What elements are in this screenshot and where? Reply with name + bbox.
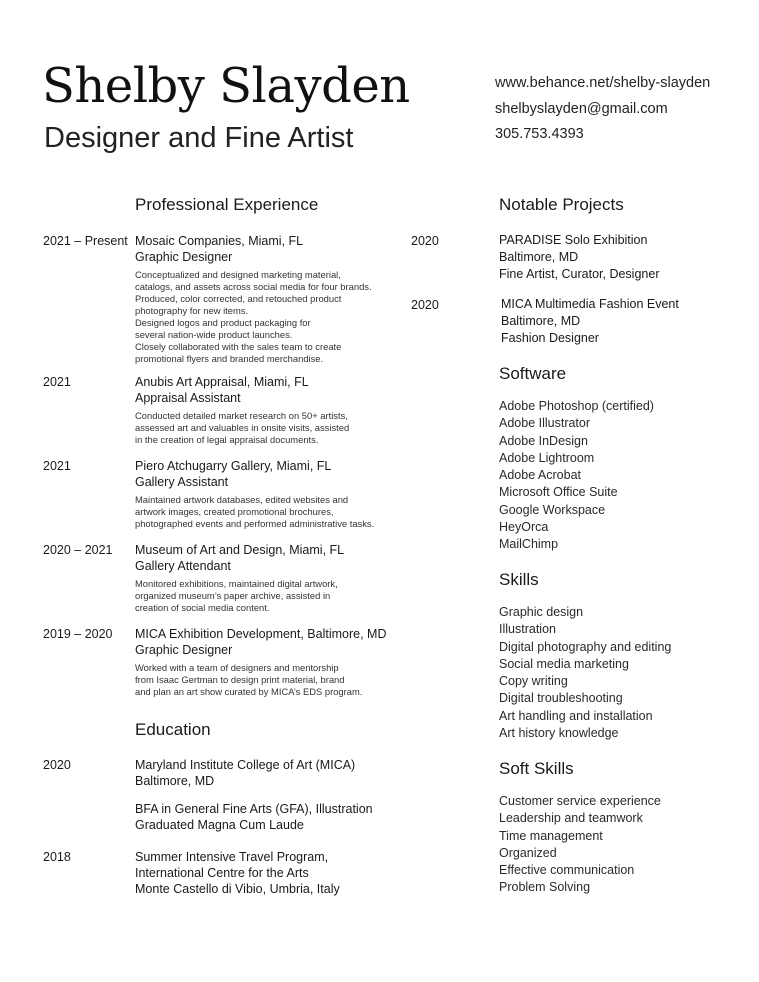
list-item: Adobe Illustrator (499, 416, 591, 431)
list-item: Adobe Photoshop (certified) (499, 399, 654, 413)
description-line: Conceptualized and designed marketing material, (135, 269, 341, 280)
job-role: Gallery Assistant (135, 475, 229, 489)
job-description (135, 494, 374, 530)
project-entry (501, 296, 679, 347)
list-item: Graphic design (499, 605, 584, 619)
education-entry (135, 849, 340, 897)
list-item: Customer service experience (499, 794, 661, 808)
description-line: from Isaac Gertman to design print material, brand (135, 674, 345, 685)
job-organization: Mosaic Companies, Miami, FL (135, 234, 304, 248)
job-entry (135, 458, 374, 530)
description-line: assessed art and valuables in onsite visits, assisted (135, 422, 350, 433)
job-organization: Anubis Art Appraisal, Miami, FL (135, 375, 309, 389)
job-role: Graphic Designer (135, 250, 233, 264)
soft-skills-heading: Soft Skills (499, 759, 574, 778)
description-line: Designed logos and product packaging for (135, 317, 311, 328)
phone-number: 305.753.4393 (495, 126, 584, 142)
resume-name: Shelby Slayden (42, 58, 410, 114)
job-date: 2020 – 2021 (43, 543, 113, 557)
description-line: artwork images, created promotional brochures, (135, 506, 334, 517)
education-line: Baltimore, MD (135, 774, 215, 788)
project-entry (499, 232, 659, 283)
list-item: Problem Solving (499, 880, 591, 895)
education-line: Summer Intensive Travel Program, (135, 850, 329, 864)
job-role: Gallery Attendant (135, 559, 231, 573)
description-line: Maintained artwork databases, edited websites and (135, 494, 349, 505)
description-line: in the creation of legal appraisal documents. (135, 434, 319, 445)
degree-line: Graduated Magna Cum Laude (135, 818, 304, 832)
description-line: photographed events and performed administrative tasks. (135, 518, 375, 529)
list-item: Leadership and teamwork (499, 811, 643, 826)
description-line: Produced, color corrected, and retouched product (135, 293, 342, 304)
list-item: Adobe InDesign (499, 433, 588, 448)
software-heading: Software (499, 364, 567, 383)
experience-heading: Professional Experience (135, 195, 319, 214)
website-link[interactable]: www.behance.net/shelby-slayden (495, 75, 711, 91)
job-description (135, 410, 349, 446)
job-description (135, 269, 372, 365)
list-item: HeyOrca (499, 520, 549, 535)
job-date: 2021 (43, 459, 71, 473)
list-item: Organized (499, 845, 557, 860)
list-item: Digital troubleshooting (499, 691, 623, 706)
description-line: and plan an art show curated by MICA’s EDS program. (135, 686, 363, 697)
skills-list (499, 604, 671, 742)
job-date: 2021 – Present (43, 234, 128, 248)
soft-skills-list (499, 793, 661, 897)
job-role: Graphic Designer (135, 643, 233, 657)
list-item: Art handling and installation (499, 708, 653, 723)
skills-heading: Skills (499, 570, 539, 589)
job-date: 2021 (43, 375, 71, 389)
list-item: Art history knowledge (499, 726, 619, 741)
project-location: Baltimore, MD (501, 314, 581, 328)
resume-title: Designer and Fine Artist (44, 122, 354, 154)
description-line: Conducted detailed market research on 50+ artists, (135, 410, 348, 421)
project-date: 2020 (411, 234, 439, 248)
education-line: Monte Castello di Vibio, Umbria, Italy (135, 882, 340, 896)
description-line: catalogs, and assets across social media for four brands. (135, 281, 372, 292)
description-line: organized museum’s paper archive, assisted in (135, 590, 331, 601)
education-entry (135, 757, 355, 789)
job-date: 2019 – 2020 (43, 627, 113, 641)
description-line: promotional flyers and branded merchandise. (135, 353, 324, 364)
project-roles: Fine Artist, Curator, Designer (499, 267, 660, 281)
job-entry (135, 374, 349, 446)
description-line: several nation-wide product launches. (135, 329, 293, 340)
project-roles: Fashion Designer (501, 331, 599, 345)
project-location: Baltimore, MD (499, 250, 579, 264)
description-line: Monitored exhibitions, maintained digital artwork, (135, 578, 338, 589)
list-item: Adobe Lightroom (499, 450, 595, 465)
list-item: Microsoft Office Suite (499, 485, 618, 500)
description-line: Worked with a team of designers and mentorship (135, 662, 339, 673)
job-role: Appraisal Assistant (135, 391, 241, 405)
job-description (135, 578, 344, 614)
projects-heading: Notable Projects (499, 195, 624, 214)
list-item: MailChimp (499, 537, 559, 552)
email-link[interactable]: shelbyslayden@gmail.com (495, 100, 668, 117)
list-item: Social media marketing (499, 656, 629, 671)
project-title: MICA Multimedia Fashion Event (501, 297, 679, 311)
list-item: Digital photography and editing (499, 639, 672, 654)
job-organization: Piero Atchugarry Gallery, Miami, FL (135, 459, 332, 473)
description-line: creation of social media content. (135, 602, 270, 613)
education-line: International Centre for the Arts (135, 866, 309, 880)
degree-entry (135, 801, 373, 833)
education-date: 2020 (43, 758, 71, 772)
list-item: Google Workspace (499, 502, 606, 517)
description-line: photography for new items. (135, 305, 249, 316)
project-title: PARADISE Solo Exhibition (499, 233, 648, 247)
job-entry (135, 233, 372, 365)
job-organization: Museum of Art and Design, Miami, FL (135, 543, 345, 557)
degree-line: BFA in General Fine Arts (GFA), Illustration (135, 802, 373, 816)
list-item: Effective communication (499, 863, 635, 878)
job-entry (135, 626, 386, 698)
software-list (499, 398, 654, 554)
job-organization: MICA Exhibition Development, Baltimore, MD (135, 627, 387, 641)
list-item: Time management (499, 828, 603, 843)
job-description (135, 662, 386, 698)
education-line: Maryland Institute College of Art (MICA) (135, 758, 356, 772)
description-line: Closely collaborated with the sales team to create (135, 341, 342, 352)
list-item: Copy writing (499, 674, 568, 689)
job-entry (135, 542, 344, 614)
list-item: Adobe Acrobat (499, 468, 582, 483)
education-date: 2018 (43, 850, 71, 864)
list-item: Illustration (499, 622, 556, 637)
contact-block (495, 71, 710, 148)
education-heading: Education (135, 720, 211, 739)
project-date: 2020 (411, 298, 439, 312)
